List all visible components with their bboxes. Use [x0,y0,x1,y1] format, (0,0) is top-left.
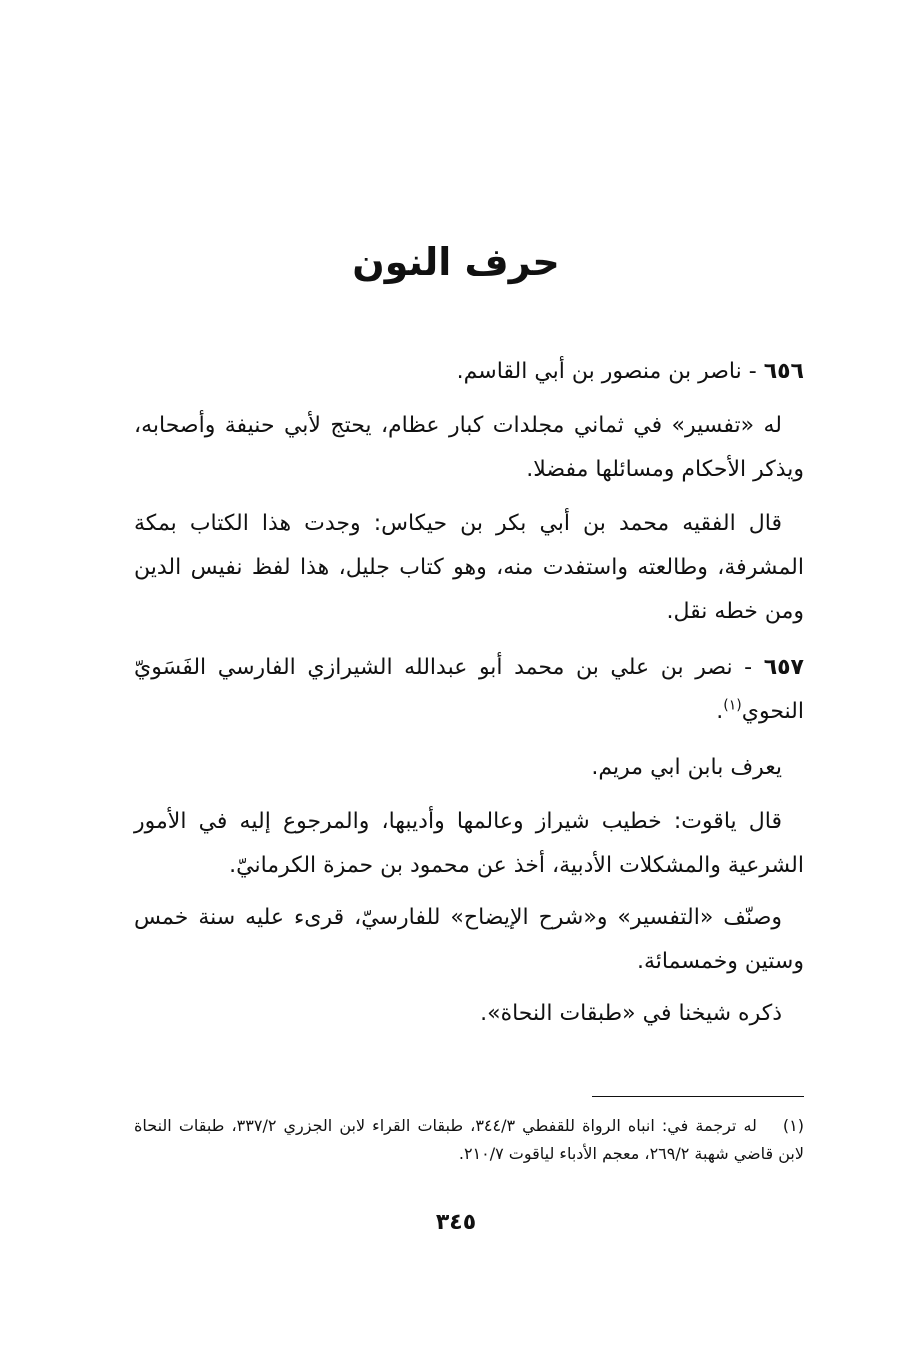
footnote-marker: (١) [782,1116,805,1135]
footnote-separator [592,1096,804,1097]
paragraph-works: وصنّف «التفسير» و«شرح الإيضاح» للفارسيّ، قرىء عليه سنة خمس وستين وخمسمائة. [134,905,804,974]
footnote-reference[interactable]: (١) [723,697,742,714]
paragraph-hikas-quote: قال الفقيه محمد بن أبي بكر بن حيكاس: وجدت هذا الكتاب بمكة المشرفة، وطالعته واستفدت منه، وهو كتاب جليل، هذا لفظ نفيس الدين ومن خطه نقل. [134,511,804,624]
entry-dash: - [741,359,757,384]
entry-name: نصر بن علي بن محمد أبو عبدالله الشيرازي الفارسي الفَسَويّ النحوي [134,655,804,724]
paragraph-mentioned: ذكره شيخنا في «طبقات النحاة». [480,1001,782,1026]
paragraph-tafsir: له «تفسير» في ثماني مجلدات كبار عظام، يحتج لأبي حنيفة وأصحابه، ويذكر الأحكام ومسائلها مفضلا. [134,413,804,482]
entry-dash: - [732,655,753,680]
paragraph-known-as: يعرف بابن ابي مريم. [591,755,782,780]
entry-suffix: . [716,699,724,724]
footnote [134,1112,804,1168]
entry-657 [134,646,804,734]
entry-number: ٦٥٦ [763,359,804,384]
entry-number: ٦٥٧ [763,655,804,680]
chapter-heading: حرف النون [352,240,560,284]
page-number: ٣٤٥ [435,1210,477,1235]
entry-name: ناصر بن منصور بن أبي القاسم. [456,359,742,384]
entry-656 [134,350,804,394]
footnote-text: له ترجمة في: انباه الرواة للقفطي ٣٤٤/٣، طبقات القراء لابن الجزري ٣٣٧/٢، طبقات النحاة لابن قاضي شهبة ٢٦٩/٢، معجم الأدباء لياقوت ٢١٠/٧. [134,1116,804,1163]
paragraph-yaqut-quote: قال ياقوت: خطيب شيراز وعالمها وأديبها، والمرجوع إليه في الأمور الشرعية والمشكلات الأدبية، أخذ عن محمود بن حمزة الكرمانيّ. [134,809,804,878]
